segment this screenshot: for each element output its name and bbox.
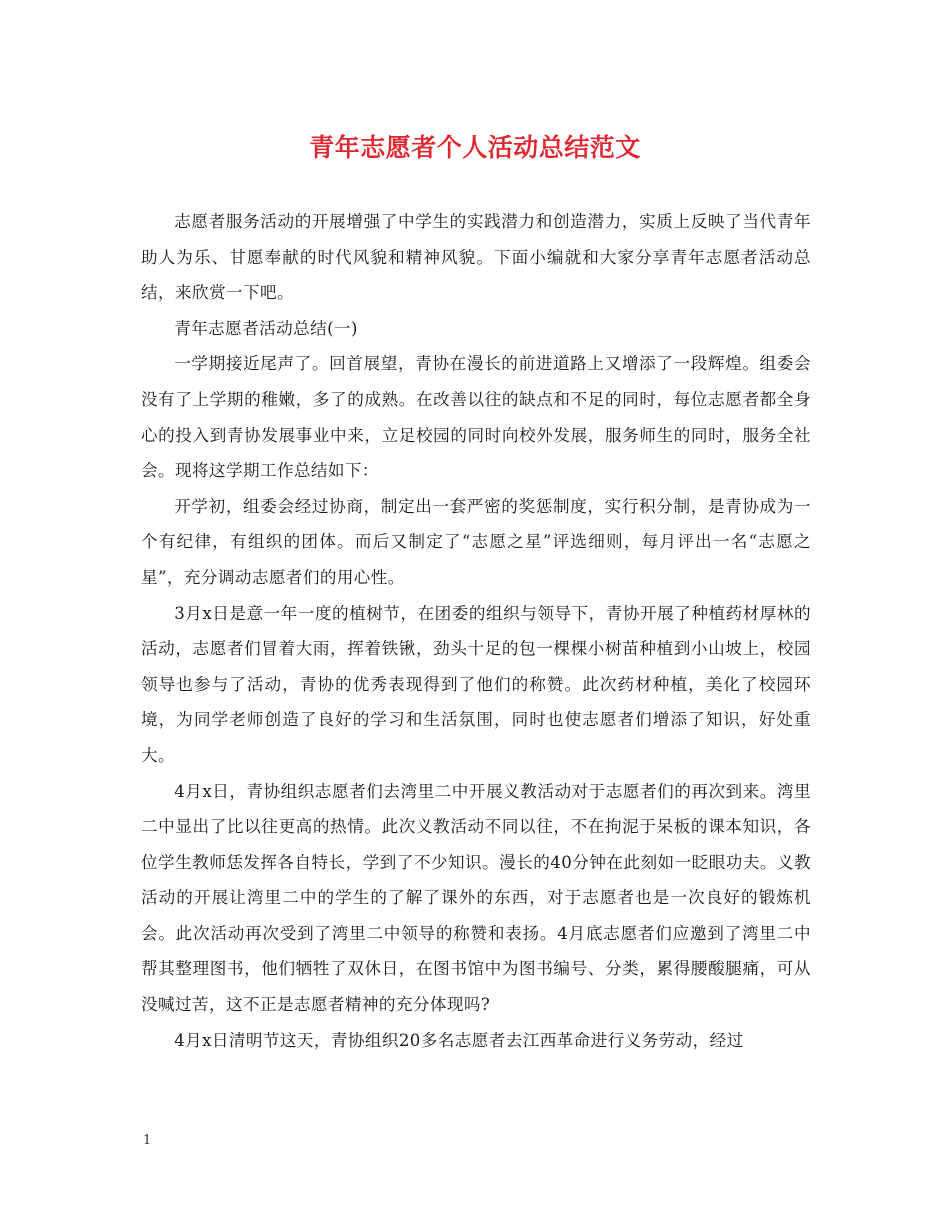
document-body — [141, 204, 811, 1058]
paragraph: 4月x日，青协组织志愿者们去湾里二中开展义教活动对于志愿者们的再次到来。湾里二中显出了比以往更高的热情。此次义教活动不同以往，不在拘泥于呆板的课本知识，各位学生教师恁发挥各自特长，学到了不少知识。漫长的40分钟在此刻如一眨眼功夫。义教活动的开展让湾里二中的学生的了解了课外的东西，对于志愿者也是一次良好的锻炼机会。此次活动再次受到了湾里二中领导的称赞和表扬。4月底志愿者们应邀到了湾里二中帮其整理图书，他们牺牲了双休日，在图书馆中为图书编号、分类，累得腰酸腿痛，可从没喊过苦，这不正是志愿者精神的充分体现吗? — [141, 781, 811, 1015]
document-title: 青年志愿者个人活动总结范文 — [309, 133, 641, 162]
paragraph: 4月x日清明节这天，青协组织20多名志愿者去江西革命进行义务劳动，经过 — [174, 1030, 744, 1050]
section-heading: 青年志愿者活动总结(一) — [174, 318, 358, 338]
paragraph-intro: 志愿者服务活动的开展增强了中学生的实践潜力和创造潜力，实质上反映了当代青年助人为乐、甘愿奉献的时代风貌和精神风貌。下面小编就和大家分享青年志愿者活动总结，来欣赏一下吧。 — [141, 212, 811, 303]
paragraph: 开学初，组委会经过协商，制定出一套严密的奖惩制度，实行积分制，是青协成为一个有纪律，有组织的团体。而后又制定了“志愿之星”评选细则，每月评出一名“志愿之星”，充分调动志愿者们的用心性。 — [141, 496, 811, 587]
paragraph: 3月x日是意一年一度的植树节，在团委的组织与领导下，青协开展了种植药材厚林的活动，志愿者们冒着大雨，挥着铁锹，劲头十足的包一棵棵小树苗种植到小山坡上，校园领导也参与了活动，青协的优秀表现得到了他们的称赞。此次药材种植，美化了校园环境，为同学老师创造了良好的学习和生活氛围，同时也使志愿者们增添了知识，好处重大。 — [141, 603, 811, 765]
paragraph: 一学期接近尾声了。回首展望，青协在漫长的前进道路上又增添了一段辉煌。组委会没有了上学期的稚嫩，多了的成熟。在改善以往的缺点和不足的同时，每位志愿者都全身心的投入到青协发展事业中来，立足校园的同时向校外发展，服务师生的同时，服务全社会。现将这学期工作总结如下： — [141, 354, 811, 481]
page-number: 1 — [143, 1133, 152, 1148]
